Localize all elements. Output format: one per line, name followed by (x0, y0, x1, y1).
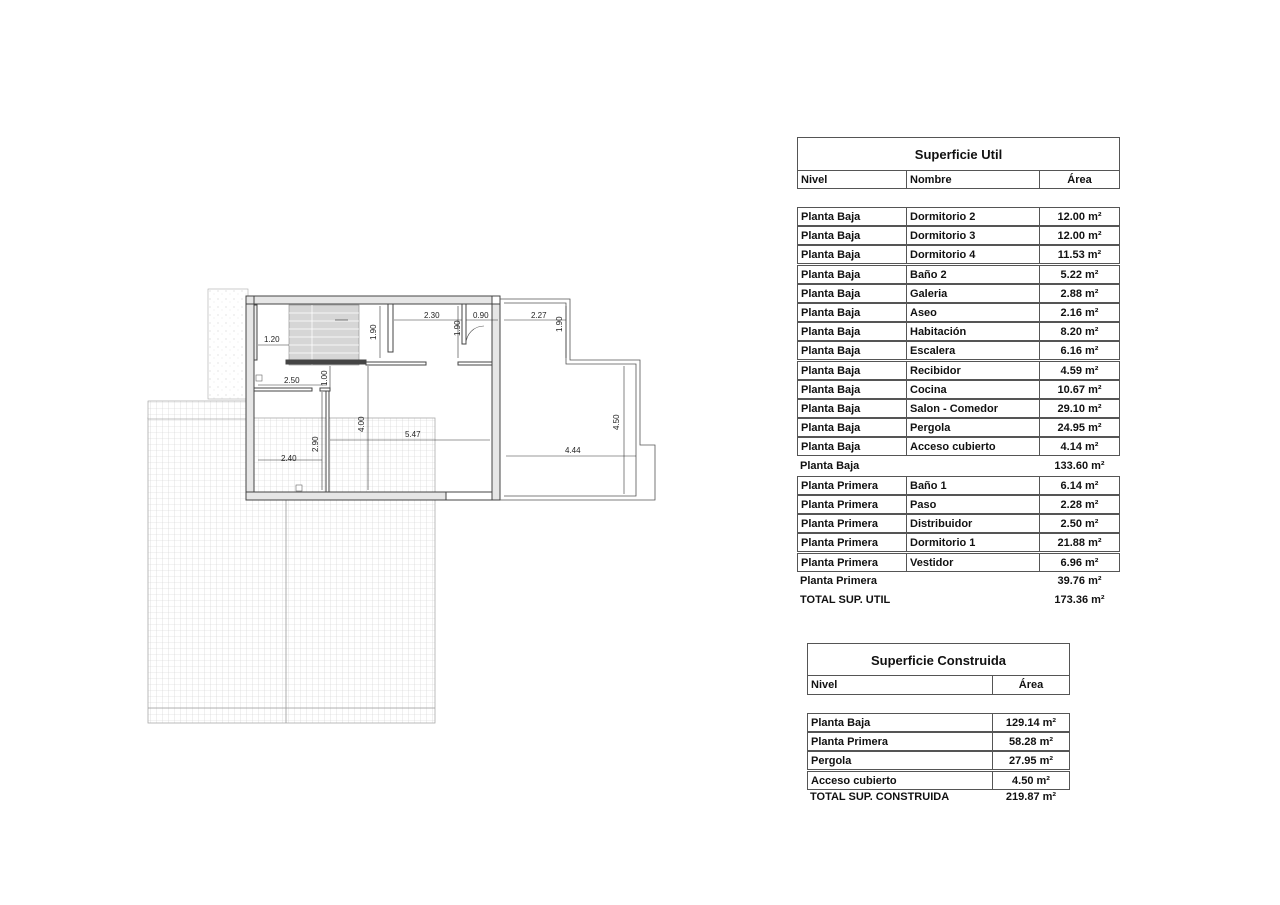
cell-area: 4.14 m² (1039, 437, 1120, 456)
superficie-util-table (797, 137, 1120, 612)
table-row (797, 322, 1120, 341)
table-row (797, 495, 1120, 514)
cell-nombre: Aseo (906, 303, 1040, 322)
dim-label: 1.00 (320, 370, 329, 386)
dim-label: 1.90 (453, 320, 462, 336)
cell-nombre: Acceso cubierto (906, 437, 1040, 456)
cell-area: 4.50 m² (992, 771, 1070, 790)
cell-area: 12.00 m² (1039, 226, 1120, 245)
table-row (807, 732, 1070, 751)
table-row (807, 713, 1070, 732)
cell-area: 21.88 m² (1039, 533, 1120, 552)
table-row (807, 751, 1070, 770)
cell-area: 5.22 m² (1039, 265, 1120, 284)
cell-nivel: Planta Baja (797, 245, 907, 264)
table-row (807, 788, 1070, 807)
table-row (797, 207, 1120, 226)
subtotal-area: 39.76 m² (1057, 574, 1102, 587)
cell-area: 8.20 m² (1039, 322, 1120, 341)
table-title: Superficie Construida (807, 643, 1070, 676)
total-label: TOTAL SUP. UTIL (800, 594, 891, 606)
cell-nombre: Galeria (906, 284, 1040, 303)
cell-nivel: Planta Baja (797, 341, 907, 360)
cell-nombre: Baño 1 (906, 476, 1040, 495)
cell-nombre: Dormitorio 1 (906, 533, 1040, 552)
table-header (807, 675, 1070, 695)
cell-area: 29.10 m² (1039, 399, 1120, 418)
table-row (797, 572, 1120, 591)
cell-nombre: Dormitorio 3 (906, 226, 1040, 245)
table-row (797, 303, 1120, 322)
cell-nombre: Dormitorio 4 (906, 245, 1040, 264)
table-row (797, 245, 1120, 264)
cell-nombre: Distribuidor (906, 514, 1040, 533)
cell-nivel: Planta Baja (797, 265, 907, 284)
header-nivel: Nivel (807, 675, 993, 695)
cell-area: 2.88 m² (1039, 284, 1120, 303)
dim-label: 1.90 (555, 316, 564, 332)
header-nivel: Nivel (797, 170, 907, 189)
cell-nombre: Habitación (906, 322, 1040, 341)
dim-label: 4.44 (565, 446, 581, 455)
table-row (797, 284, 1120, 303)
dim-label: 5.47 (405, 430, 421, 439)
dim-label: 2.40 (281, 454, 297, 463)
dim-label: 1.90 (369, 324, 378, 340)
cell-nombre: Dormitorio 2 (906, 207, 1040, 226)
cell-nivel: Acceso cubierto (807, 771, 993, 790)
cell-nivel: Planta Baja (797, 380, 907, 399)
cell-nivel: Planta Baja (797, 361, 907, 380)
cell-area: 2.28 m² (1039, 495, 1120, 514)
dim-label: 1.20 (264, 335, 280, 344)
table-row (797, 533, 1120, 552)
cell-nombre: Escalera (906, 341, 1040, 360)
cell-area: 6.16 m² (1039, 341, 1120, 360)
cell-area: 129.14 m² (992, 713, 1070, 732)
table-row (797, 380, 1120, 399)
subtotal-label: Planta Primera (800, 574, 878, 587)
cell-nombre: Recibidor (906, 361, 1040, 380)
cell-nivel: Planta Baja (807, 713, 993, 732)
cell-nivel: Planta Primera (797, 476, 907, 495)
header-nombre: Nombre (906, 170, 1040, 189)
cell-nivel: Planta Primera (807, 732, 993, 751)
table-row (797, 418, 1120, 437)
cell-nivel: Planta Baja (797, 399, 907, 418)
cell-area: 6.14 m² (1039, 476, 1120, 495)
cell-nombre: Salon - Comedor (906, 399, 1040, 418)
cell-nombre: Vestidor (906, 553, 1040, 572)
cell-nombre: Baño 2 (906, 265, 1040, 284)
table-row (797, 265, 1120, 284)
cell-nivel: Planta Primera (797, 533, 907, 552)
cell-nivel: Planta Baja (797, 284, 907, 303)
dim-label: 2.27 (531, 311, 547, 320)
cell-nombre: Paso (906, 495, 1040, 514)
table-row (797, 553, 1120, 572)
cell-area: 58.28 m² (992, 732, 1070, 751)
cell-nombre: Pergola (906, 418, 1040, 437)
header-area: Área (1039, 170, 1120, 189)
pergola-outline (500, 299, 655, 500)
cell-nivel: Pergola (807, 751, 993, 770)
dim-label: 2.50 (284, 376, 300, 385)
roof-terrace (148, 418, 435, 723)
table-title: Superficie Util (797, 137, 1120, 171)
header-area: Área (992, 675, 1070, 695)
cell-area: 6.96 m² (1039, 553, 1120, 572)
table-row (797, 514, 1120, 533)
table-row (797, 476, 1120, 495)
table-row (797, 591, 1120, 610)
table-row (797, 341, 1120, 360)
cell-area: 12.00 m² (1039, 207, 1120, 226)
dim-label: 2.90 (311, 436, 320, 452)
dim-label: 0.90 (473, 311, 489, 320)
cell-nivel: Planta Baja (797, 418, 907, 437)
dim-label: 2.30 (424, 311, 440, 320)
subtotal-area: 133.60 m² (1054, 459, 1105, 472)
table-row (797, 437, 1120, 456)
cell-area: 11.53 m² (1039, 245, 1120, 264)
cell-nivel: Planta Baja (797, 226, 907, 245)
table-header (797, 170, 1120, 189)
staircase (289, 305, 359, 365)
subtotal-label: Planta Baja (800, 459, 860, 472)
cell-nivel: Planta Primera (797, 553, 907, 572)
table-row (797, 457, 1120, 476)
total-label: TOTAL SUP. CONSTRUIDA (810, 790, 950, 803)
total-area: 219.87 m² (1005, 790, 1057, 803)
cell-area: 24.95 m² (1039, 418, 1120, 437)
cell-area: 2.50 m² (1039, 514, 1120, 533)
cell-area: 4.59 m² (1039, 361, 1120, 380)
table-row (797, 226, 1120, 245)
cell-area: 2.16 m² (1039, 303, 1120, 322)
cell-nivel: Planta Baja (797, 322, 907, 341)
total-area: 173.36 m² (1054, 594, 1105, 606)
cell-area: 27.95 m² (992, 751, 1070, 770)
table-row (797, 399, 1120, 418)
cell-nivel: Planta Baja (797, 207, 907, 226)
cell-nivel: Planta Primera (797, 514, 907, 533)
table-row (807, 771, 1070, 790)
cell-nivel: Planta Baja (797, 437, 907, 456)
cell-area: 10.67 m² (1039, 380, 1120, 399)
superficie-construida-table (807, 643, 1070, 813)
cell-nivel: Planta Primera (797, 495, 907, 514)
cell-nombre: Cocina (906, 380, 1040, 399)
cell-nivel: Planta Baja (797, 303, 907, 322)
dim-label: 4.00 (357, 416, 366, 432)
dim-label: 4.50 (612, 414, 621, 430)
table-row (797, 361, 1120, 380)
